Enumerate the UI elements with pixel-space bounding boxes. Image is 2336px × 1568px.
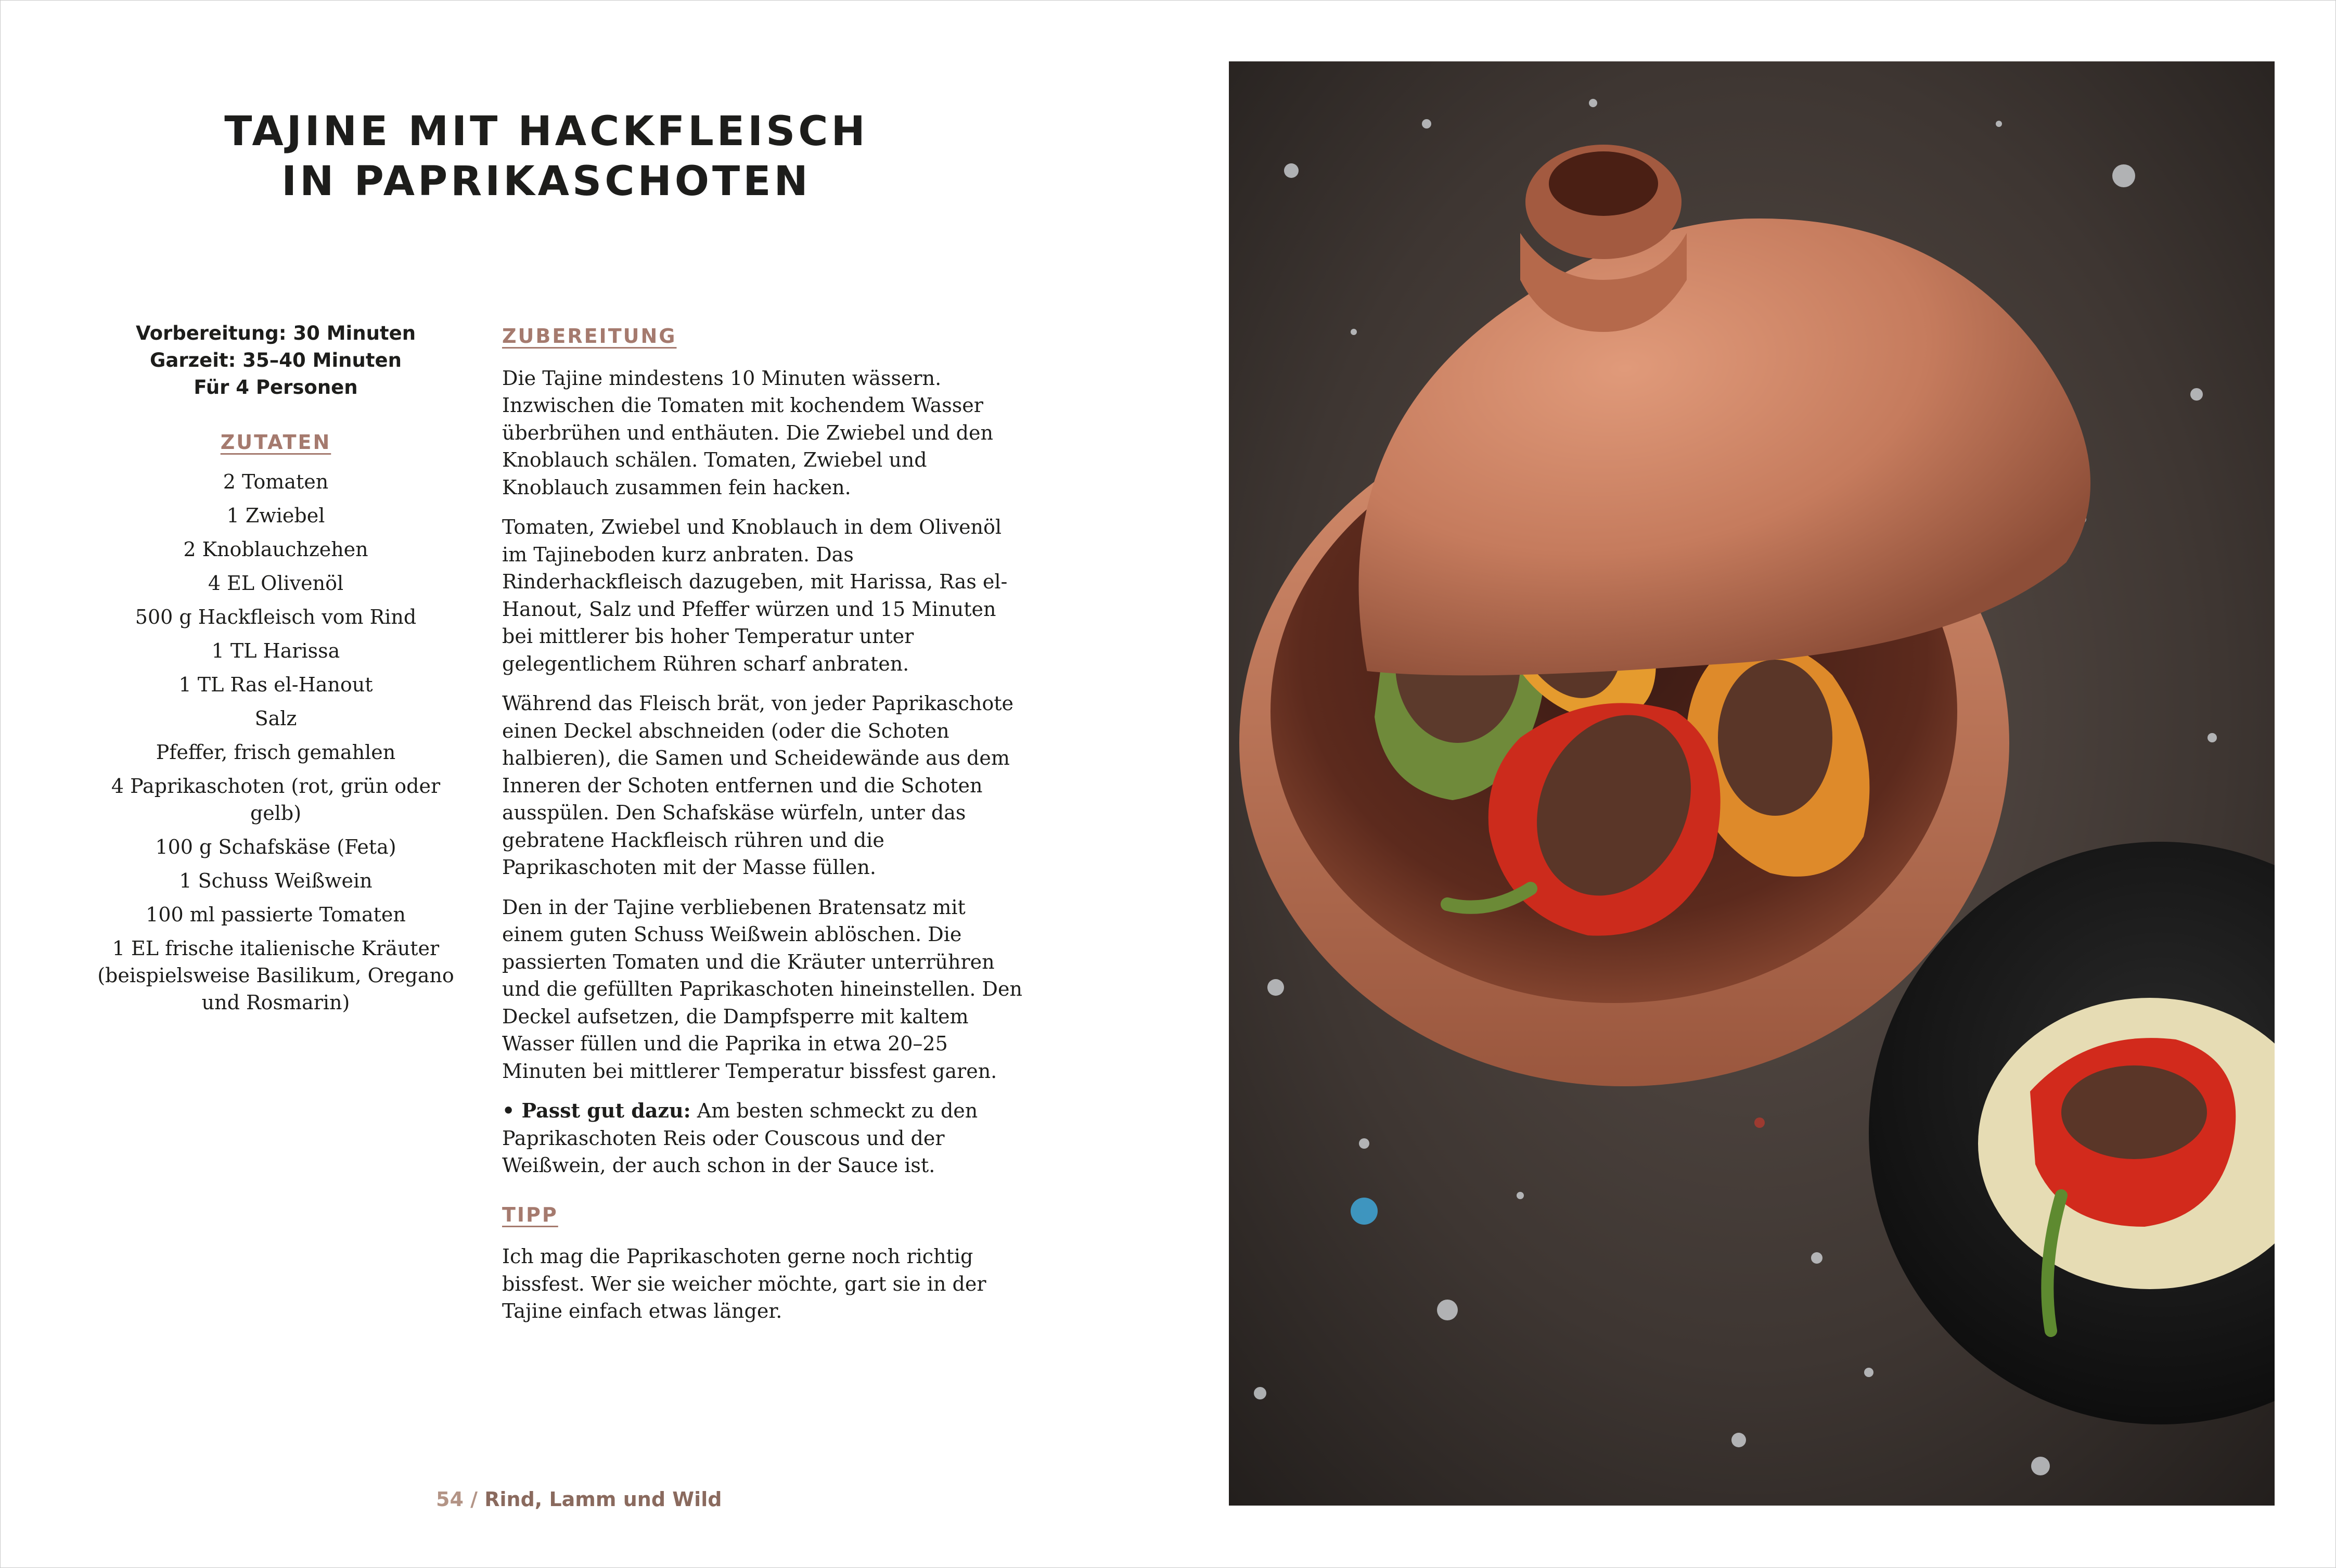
ingredients-list xyxy=(94,468,458,1023)
servings: Für 4 Personen xyxy=(194,376,358,399)
recipe-title-line-1: TAJINE MIT HACKFLEISCH xyxy=(224,108,868,155)
red-paint-spot xyxy=(1754,1117,1765,1128)
ingredient-item: 100 ml passierte Tomaten xyxy=(146,903,406,926)
serving-label: • Passt gut dazu: xyxy=(502,1099,691,1122)
ingredient-item: 4 EL Olivenöl xyxy=(208,572,344,595)
ingredient-item: 4 Paprikaschoten (rot, grün oder gelb) xyxy=(111,775,441,825)
ingredient-item: 1 Zwiebel xyxy=(226,504,325,527)
serving-suggestion xyxy=(502,1097,1033,1179)
blue-paint-spot xyxy=(1351,1198,1378,1225)
chapter-name: Rind, Lamm und Wild xyxy=(484,1488,722,1511)
recipe-title-line-2: IN PAPRIKASCHOTEN xyxy=(281,158,811,205)
preparation-step: Tomaten, Zwiebel und Knoblauch in dem Olivenöl im Tajineboden kurz anbraten. Das Rinderhackfleisch dazugeben, mit Harissa, Ras el-Hanout, Salz und Pfeffer würzen und 15 Minuten bei mittlerer bis hoher Temperatur unter gelegentlichem Rühren scharf anbraten. xyxy=(502,516,1008,675)
ingredient-item: 2 Tomaten xyxy=(223,470,329,493)
serving-text: Am besten schmeckt zu den Paprikaschoten Reis oder Couscous und der Weißwein, der auch schon in der Sauce ist. xyxy=(502,1099,978,1177)
recipe-photo xyxy=(1229,61,2275,1506)
ingredient-item: 500 g Hackfleisch vom Rind xyxy=(135,606,417,628)
recipe-meta xyxy=(94,320,458,401)
ingredient-item: 1 TL Ras el-Hanout xyxy=(178,673,373,696)
prep-time: Vorbereitung: 30 Minuten xyxy=(135,322,416,344)
preparation-step: Während das Fleisch brät, von jeder Paprikaschote einen Deckel abschneiden (oder die Schoten halbieren), die Samen und Scheidewände aus dem Inneren der Schoten entfernen und die Schoten ausspülen. Den Schafskäse würfeln, unter das gebratene Hackfleisch rühren und die Paprikaschoten mit der Masse füllen. xyxy=(502,692,1014,879)
ingredient-item: 1 TL Harissa xyxy=(211,639,340,662)
ingredient-item: 100 g Schafskäse (Feta) xyxy=(155,836,396,858)
preparation-section xyxy=(502,323,1033,1338)
page-footer xyxy=(436,1488,722,1511)
tajine-photo-illustration xyxy=(1229,61,2275,1506)
ingredient-item: 1 Schuss Weißwein xyxy=(179,869,373,892)
ingredient-item: 2 Knoblauchzehen xyxy=(183,538,368,561)
preparation-step: Die Tajine mindestens 10 Minuten wässern. Inzwischen die Tomaten mit kochendem Wasser überbrühen und enthäuten. Die Zwiebel und den Knoblauch schälen. Tomaten, Zwiebel und Knoblauch zusammen fein hacken. xyxy=(502,366,993,499)
cook-time: Garzeit: 35–40 Minuten xyxy=(150,349,402,371)
ingredients-heading: ZUTATEN xyxy=(220,431,331,454)
page-number: 54 / xyxy=(436,1488,478,1511)
ingredient-item: 1 EL frische italienische Kräuter (beispielsweise Basilikum, Oregano und Rosmarin) xyxy=(97,937,454,1014)
ingredient-item: Pfeffer, frisch gemahlen xyxy=(156,741,396,764)
lid-knob-opening xyxy=(1549,151,1658,216)
tip-text: Ich mag die Paprikaschoten gerne noch richtig bissfest. Wer sie weicher möchte, gart sie in der Tajine einfach etwas länger. xyxy=(502,1245,986,1322)
recipe-title xyxy=(104,107,989,207)
preparation-step: Den in der Tajine verbliebenen Bratensatz mit einem guten Schuss Weißwein ablöschen. Die passierten Tomaten und die Kräuter unterrühren und die gefüllten Paprikaschoten hineinstellen. Den Deckel aufsetzen, die Dampfsperre mit kaltem Wasser füllen und die Paprika in etwa 20–25 Minuten bei mittlerer Temperatur bissfest garen. xyxy=(502,895,1022,1083)
ingredient-item: Salz xyxy=(254,707,297,730)
tip-heading: TIPP xyxy=(502,1203,558,1226)
preparation-heading: ZUBEREITUNG xyxy=(502,325,677,348)
